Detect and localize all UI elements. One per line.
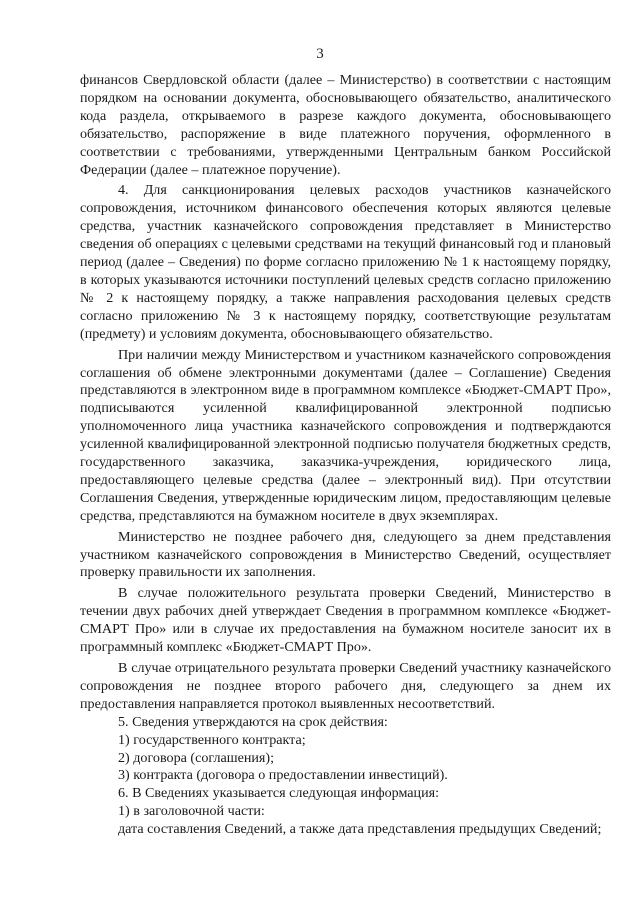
paragraph-item-4: 4. Для санкционирования целевых расходов участников казначейского сопровождения, источником финансового обеспечения которых являются целевые средства, участник казначейского сопровождения представляет в Министерство сведения об операциях с целевыми средствами на текущий финансовый год и плановый период (далее – Сведения) по форме согласно приложению № 1 к настоящему порядку, в которых указываются источники поступлений целевых средств согласно приложению № 2 к настоящему порядку, а также направления расходования целевых средств согласно приложению № 3 к настоящему порядку, соответствующие результатам (предмету) и условиям документа, обосновывающего обязательство. bbox=[80, 182, 611, 342]
paragraph-positive-result: В случае положительного результата проверки Сведений, Министерство в течении двух рабочих дней утверждает Сведения в программном комплексе «Бюджет-СМАРТ Про» или в случае их предоставления на бумажном носителе заносит их в программный комплекс «Бюджет-СМАРТ Про». bbox=[80, 585, 611, 656]
paragraph-continuation: финансов Свердловской области (далее – Министерство) в соответствии с настоящим порядком на основании документа, обосновывающего обязательство, аналитического кода раздела, открываемого в разрезе каждого документа, обосновывающего обязательство, распоряжение в виде платежного поручения, оформленного в соответствии с требованиями, утвержденными Центральным банком Российской Федерации (далее – платежное поручение). bbox=[80, 72, 611, 178]
list-item-header-part: 1) в заголовочной части: bbox=[118, 803, 265, 820]
list-item-2: 2) договора (соглашения); bbox=[118, 749, 275, 766]
paragraph-negative-result: В случае отрицательного результата проверки Сведений участнику казначейского сопровождения не позднее второго рабочего дня, следующего за днем их предоставления направляется протокол выявленных несоответствий. bbox=[80, 660, 611, 712]
paragraph-dates: дата составления Сведений, а также дата представления предыдущих Сведений; bbox=[118, 821, 602, 838]
paragraph-agreement: При наличии между Министерством и участником казначейского сопровождения соглашения об обмене электронными документами (далее – Соглашение) Сведения представляются в электронном виде в программном комплексе «Бюджет-СМАРТ Про», подписываются усиленной квалифицированной электронной подписью уполномоченного лица участника казначейского сопровождения и подтверждаются усиленной квалифицированной электронной подписью получателя бюджетных средств, государственного заказчика, заказчика-учреждения, юридического лица, предоставляющего целевые средства (далее – электронный вид). При отсутствии Соглашения Сведения, утвержденные юридическим лицом, предоставляющим целевые средства, представляются на бумажном носителе в двух экземплярах. bbox=[80, 346, 611, 524]
list-item-3: 3) контракта (договора о предоставлении инвестиций). bbox=[118, 767, 448, 784]
paragraph-item-5: 5. Сведения утверждаются на срок действия: bbox=[118, 713, 388, 730]
list-item-1: 1) государственного контракта; bbox=[118, 731, 306, 748]
document-body bbox=[80, 72, 611, 839]
page-number: 3 bbox=[316, 46, 324, 62]
paragraph-item-6: 6. В Сведениях указывается следующая информация: bbox=[118, 785, 440, 802]
paragraph-verification: Министерство не позднее рабочего дня, следующего за днем представления участником казначейского сопровождения в Министерство Сведений, осуществляет проверку правильности их заполнения. bbox=[80, 528, 611, 581]
